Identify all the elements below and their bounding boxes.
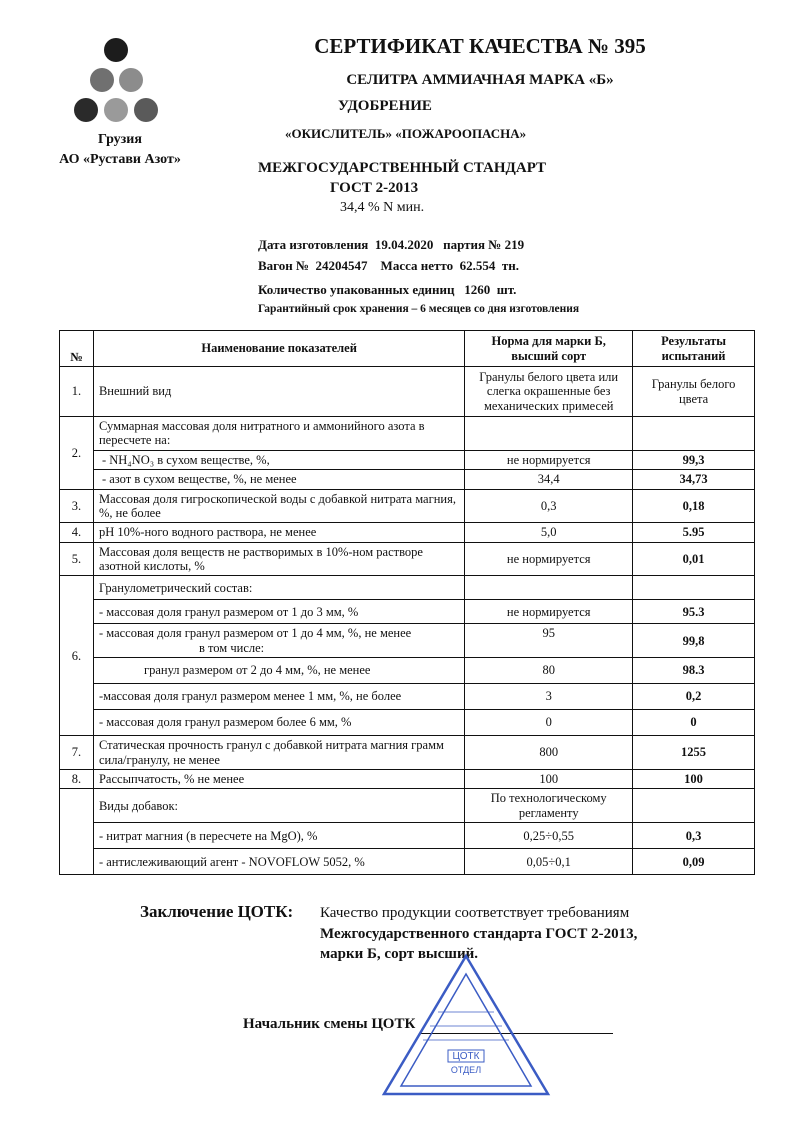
row-norm: 0,3 xyxy=(465,489,633,523)
official-stamp xyxy=(378,950,554,1107)
row-name: pH 10%-ного водного раствора, не менее xyxy=(93,523,464,542)
row-norm: По технологическому регламенту xyxy=(465,789,633,823)
row-norm: 34,4 xyxy=(465,470,633,489)
row-num: 2. xyxy=(60,417,94,490)
stamp-center-text: ЦОТК xyxy=(452,1051,480,1062)
table-row xyxy=(60,600,755,624)
product-name: СЕЛИТРА АММИАЧНАЯ МАРКА «Б» xyxy=(346,72,614,88)
shelf-life: Гарантийный срок хранения – 6 месяцев со дня изготовления xyxy=(258,303,580,315)
wagon-info: Вагон № 24204547 Масса нетто 62.554 тн. xyxy=(258,258,520,273)
row-name: Внешний вид xyxy=(93,367,464,417)
table-row xyxy=(60,736,755,770)
stamp-icon xyxy=(378,950,554,1102)
conclusion-text-2: Межгосударственного стандарта ГОСТ 2-2013, xyxy=(320,926,638,942)
row-result: 0,09 xyxy=(633,849,755,875)
row-norm: 95 xyxy=(465,624,633,658)
empty-cell xyxy=(465,576,633,600)
header-norm: Норма для марки Б, высший сорт xyxy=(465,331,633,367)
row-num: 7. xyxy=(60,736,94,770)
row-norm: 80 xyxy=(465,658,633,684)
table-row xyxy=(60,769,755,788)
package-count: Количество упакованных единиц 1260 шт. xyxy=(258,282,517,297)
logo-dot xyxy=(134,98,158,122)
table-row xyxy=(60,542,755,576)
table-row xyxy=(60,624,755,658)
row-subname: гранул размером от 2 до 4 мм, %, не менее xyxy=(93,658,464,684)
table-row xyxy=(60,489,755,523)
conclusion-text-1: Качество продукции соответствует требованиям xyxy=(320,905,630,921)
row-norm: не нормируется xyxy=(465,600,633,624)
table-row xyxy=(60,684,755,710)
row-subname: - массовая доля гранул размером от 1 до 3 мм, % xyxy=(93,600,464,624)
row-norm: 5,0 xyxy=(465,523,633,542)
row-subname: - антислеживающий агент - NOVOFLOW 5052, % xyxy=(93,849,464,875)
row-result: 1255 xyxy=(633,736,755,770)
row-num: 3. xyxy=(60,489,94,523)
row-name: Массовая доля гигроскопической воды с добавкой нитрата магния, %, не более xyxy=(93,489,464,523)
row-result: 0,01 xyxy=(633,542,755,576)
row-name: Рассыпчатость, % не менее xyxy=(93,769,464,788)
empty-cell xyxy=(633,789,755,823)
row-subname: - азот в сухом веществе, %, не менее xyxy=(93,470,464,489)
row-subname: - массовая доля гранул размером более 6 мм, % xyxy=(93,710,464,736)
gost-number: ГОСТ 2-2013 xyxy=(330,180,419,196)
table-row xyxy=(60,823,755,849)
production-date: Дата изготовления 19.04.2020 партия № 219 xyxy=(258,237,525,252)
row-subname: - нитрат магния (в пересчете на MgO), % xyxy=(93,823,464,849)
company-name: АО «Рустави Азот» xyxy=(59,152,181,167)
row-subname-line: в том числе: xyxy=(198,640,265,655)
row-norm: 800 xyxy=(465,736,633,770)
row-result: 99,3 xyxy=(633,450,755,469)
row-result: 95.3 xyxy=(633,600,755,624)
table-row xyxy=(60,789,755,823)
row-norm: 0,05÷0,1 xyxy=(465,849,633,875)
header-name: Наименование показателей xyxy=(93,331,464,367)
row-norm: 3 xyxy=(465,684,633,710)
row-norm: 0,25÷0,55 xyxy=(465,823,633,849)
row-result: 5.95 xyxy=(633,523,755,542)
company-logo xyxy=(66,38,166,126)
nitrogen-content: 34,4 % N мин. xyxy=(340,200,425,215)
row-result: 34,73 xyxy=(633,470,755,489)
empty-cell xyxy=(465,417,633,451)
logo-dot xyxy=(119,68,143,92)
row-norm: Гранулы белого цвета или слегка окрашенные без механических примесей xyxy=(465,367,633,417)
conclusion-text-3: марки Б, сорт высший. xyxy=(320,946,478,962)
hazard-warning: «ОКИСЛИТЕЛЬ» «ПОЖАРООПАСНА» xyxy=(285,126,527,141)
row-name: Виды добавок: xyxy=(93,789,464,823)
row-num: 4. xyxy=(60,523,94,542)
table-row xyxy=(60,849,755,875)
row-num: 6. xyxy=(60,576,94,736)
row-result: 99,8 xyxy=(633,624,755,658)
row-result: Гранулы белого цвета xyxy=(633,367,755,417)
table-header-row xyxy=(60,331,755,367)
table-row xyxy=(60,576,755,600)
row-norm: не нормируется xyxy=(465,450,633,469)
row-num: 1. xyxy=(60,367,94,417)
row-name: Гранулометрический состав: xyxy=(93,576,464,600)
empty-cell xyxy=(60,789,94,875)
standard-title: МЕЖГОСУДАРСТВЕННЫЙ СТАНДАРТ xyxy=(258,160,547,176)
logo-dot xyxy=(90,68,114,92)
row-norm: не нормируется xyxy=(465,542,633,576)
row-result: 100 xyxy=(633,769,755,788)
table-row xyxy=(60,417,755,451)
signature-label: Начальник смены ЦОТК xyxy=(243,1016,416,1032)
row-subname: -массовая доля гранул размером менее 1 мм, %, не более xyxy=(93,684,464,710)
row-name: Статическая прочность гранул с добавкой нитрата магния грамм сила/гранулу, не менее xyxy=(93,736,464,770)
stamp-text-2: ОТДЕЛ xyxy=(450,1065,482,1075)
row-subname-line: - массовая доля гранул размером от 1 до 4 мм, %, не менее xyxy=(98,626,412,641)
row-subname xyxy=(93,624,464,658)
logo-dot xyxy=(104,98,128,122)
header-num: № xyxy=(60,331,94,367)
conclusion-label: Заключение ЦОТК: xyxy=(140,902,294,921)
row-name: Массовая доля веществ не растворимых в 10%-ном растворе азотной кислоты, % xyxy=(93,542,464,576)
certificate-title: СЕРТИФИКАТ КАЧЕСТВА № 395 xyxy=(314,34,646,58)
empty-cell xyxy=(633,417,755,451)
logo-dot xyxy=(74,98,98,122)
quality-table xyxy=(59,330,755,875)
table-row xyxy=(60,523,755,542)
table-row xyxy=(60,710,755,736)
row-name: Суммарная массовая доля нитратного и аммонийного азота в пересчете на: xyxy=(93,417,464,451)
row-num: 8. xyxy=(60,769,94,788)
row-norm: 100 xyxy=(465,769,633,788)
row-result: 98.3 xyxy=(633,658,755,684)
row-result: 0,18 xyxy=(633,489,755,523)
table-row xyxy=(60,450,755,469)
row-norm: 0 xyxy=(465,710,633,736)
header-result: Результаты испытаний xyxy=(633,331,755,367)
empty-cell xyxy=(633,576,755,600)
table-row xyxy=(60,658,755,684)
row-subname: - NH₄NO₃ в сухом веществе, %, xyxy=(93,450,464,469)
row-result: 0,3 xyxy=(633,823,755,849)
product-type: УДОБРЕНИЕ xyxy=(338,98,432,114)
table-row xyxy=(60,367,755,417)
row-num: 5. xyxy=(60,542,94,576)
table-row xyxy=(60,470,755,489)
row-result: 0,2 xyxy=(633,684,755,710)
company-country: Грузия xyxy=(98,132,142,147)
row-result: 0 xyxy=(633,710,755,736)
logo-dot xyxy=(104,38,128,62)
